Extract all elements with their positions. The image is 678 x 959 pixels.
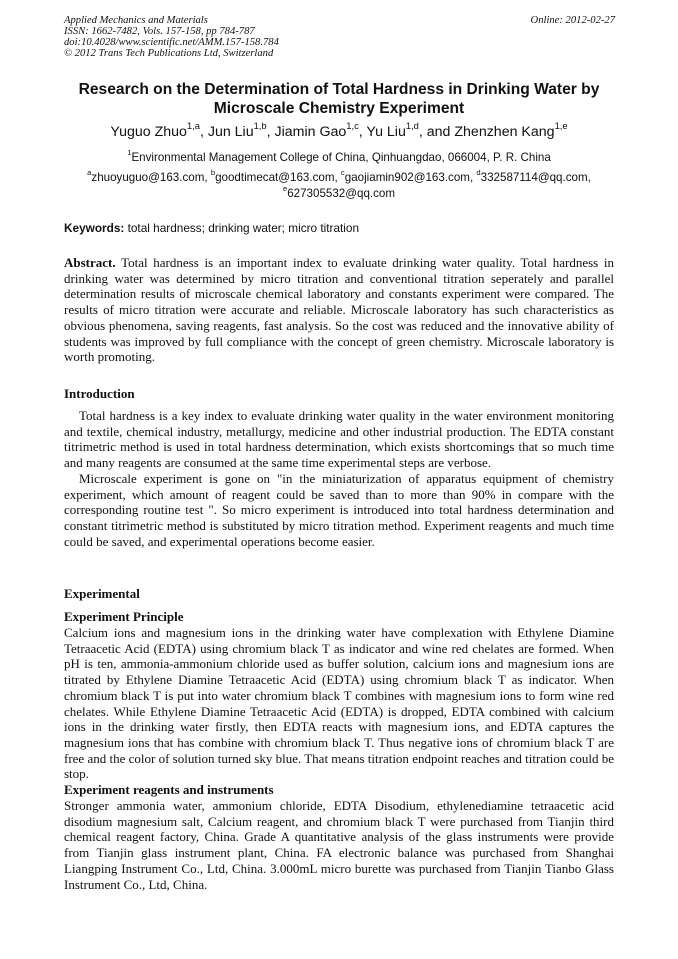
section-heading-introduction: Introduction	[64, 386, 135, 401]
email: 332587114@qq.com,	[480, 171, 591, 184]
issn-line: ISSN: 1662-7482, Vols. 157-158, pp 784-787	[64, 26, 255, 37]
author-emails: $^a$zhuoyuguo@163.com, $^b$goodtimecat@163.com, $^c$gaojiamin902@163.com, $^d$332587114@qq.com, $^e$627305532@qq.com	[87, 168, 591, 200]
doi-line: doi:10.4028/www.scientific.net/AMM.157-158.784	[64, 37, 279, 48]
paper-title: Research on the Determination of Total Hardness in Drinking Water by Microscale Chemistry Experiment	[78, 81, 600, 117]
affiliation: $^1$Environmental Management College of China, Qinhuangdao, 066004, P. R. China	[127, 148, 551, 164]
copyright-line: © 2012 Trans Tech Publications Ltd, Switzerland	[64, 48, 274, 59]
abstract-label: Abstract.	[64, 255, 116, 270]
introduction-body	[64, 408, 614, 549]
keywords	[64, 221, 615, 236]
author-list	[60, 123, 618, 141]
journal-header	[64, 15, 615, 59]
email: zhuoyuguo@163.com,	[91, 171, 211, 184]
author: Zhenzhen Kang$^{1,e}$	[454, 121, 568, 140]
abstract-text: Total hardness is an important index to evaluate drinking water quality. Total hardness in drinking water was determined by micro titration and conventional titration seperately and parallel determination results of microscale chemical laboratory and constants experiment were compared. The results of micro titration were accurate and reliable. Microscale laboratory has such characteristics as obvious phenomena, saving reagents, fast analysis. So the cost was reduced and the innovative ability of students was improved by full compliance with the concept of green chemistry. Microscale laboratory is worth promoting.	[64, 255, 614, 365]
keywords-label: Keywords:	[64, 221, 125, 235]
email: gaojiamin902@163.com,	[344, 171, 477, 184]
paragraph: Total hardness is a key index to evaluate drinking water quality in the water environment monitoring and textile, chemical industry, metallurgy, medicine and other industrial production. The EDTA constant titrimetric method is used in total hardness determination, which exists shortcomings that so much time and many reagents are consumed at the same time experimental steps are verbose.	[64, 408, 614, 471]
author: Yuguo Zhuo$^{1,a}$,	[110, 121, 208, 140]
paragraph: Stronger ammonia water, ammonium chloride, EDTA Disodium, ethylenediamine tetraacetic acid disodium magnesium salt, Calcium reagent, and chromium black T were purchased from Tianjin third chemical reagent factory, China. Grade A quantitative analysis of the glass instruments were provide from Tianjin glass instrument plant, China. FA electronic balance was purchased from Shanghai Liangping Instrument Co., Ltd, China. 3.000mL micro burette was purchased from Tianjin Tianbo Glass Instrument Co., Ltd, China.	[64, 798, 614, 892]
section-heading-experimental: Experimental	[64, 586, 140, 601]
author: Yu Liu$^{1,d}$, and	[366, 121, 455, 140]
principle-body	[64, 625, 614, 782]
author: Jun Liu$^{1,b}$,	[207, 121, 275, 140]
subsection-heading-reagents: Experiment reagents and instruments	[64, 782, 274, 797]
journal-name: Applied Mechanics and Materials	[64, 15, 208, 26]
email: 627305532@qq.com	[287, 186, 396, 200]
email: goodtimecat@163.com,	[215, 171, 341, 184]
subsection-heading-principle: Experiment Principle	[64, 609, 184, 624]
paragraph: Microscale experiment is gone on "in the miniaturization of apparatus equipment of chemistry experiment, which amount of reagent could be saved than to more than 90% in compare with the corresponding routine test ". So micro experiment is introduced into total hardness determination and constant titrimetric method is substituted by micro titration method. Experiment reagents and much time could be saved, and experimental operations become easier.	[64, 470, 614, 549]
paragraph: Calcium ions and magnesium ions in the drinking water have complexation with Ethylene Diamine Tetraacetic Acid (EDTA) using chromium black T as indicator and wine red chelates are formed. When pH is ten, ammonia-ammonium chloride used as buffer solution, calcium ions and magnesium ions are titrated by Ethylene Diamine Tetraacetic Acid (EDTA) using chromium black T as indicator. When chromium black T is put into water chromium black T combines with magnesium ions to form wine red chelates. While Ethylene Diamine Tetraacetic Acid (EDTA) is dropped, EDTA combined with calcium ions in the drinking water firstly, then EDTA reacts with magnesium ions, and EDTA captures the magnesium ions that has combine with chromium black T. Thus negative ions of chromium black T are free and the color of solution turned sky blue. That means titration endpoint reaches and titration could be stop.	[64, 625, 614, 782]
keywords-text: total hardness; drinking water; micro titration	[124, 221, 360, 235]
abstract	[64, 255, 614, 365]
online-date: Online: 2012-02-27	[530, 15, 615, 26]
reagents-body	[64, 798, 614, 892]
author: Jiamin Gao$^{1,c}$,	[274, 121, 367, 140]
